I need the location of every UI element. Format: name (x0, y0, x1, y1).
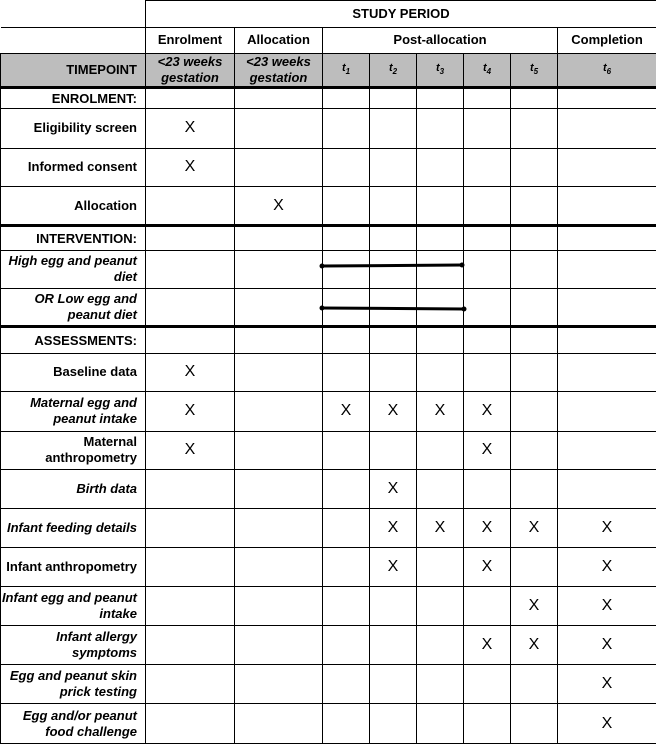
schedule-cell (511, 353, 558, 391)
x-mark: X (481, 519, 493, 537)
empty-cell (558, 87, 656, 108)
schedule-cell (235, 625, 323, 664)
x-mark: X (601, 635, 613, 653)
row-infant-egg-and-peanut-intake (1, 587, 656, 625)
row-label: Infant egg and peanut intake (1, 587, 146, 625)
empty-cell (464, 327, 511, 353)
schedule-cell (464, 353, 511, 391)
schedule-cell (146, 289, 235, 327)
schedule-cell (235, 704, 323, 744)
x-mark: X (273, 196, 284, 214)
x-mark: X (184, 441, 196, 459)
schedule-cell (511, 625, 558, 664)
schedule-cell (511, 109, 558, 148)
schedule-cell (323, 148, 370, 186)
schedule-cell (464, 587, 511, 625)
row-infant-feeding-details (1, 509, 656, 547)
row-label: Baseline data (1, 353, 146, 391)
schedule-cell (417, 353, 464, 391)
schedule-cell (323, 469, 370, 508)
schedule-cell (511, 186, 558, 225)
schedule-cell (511, 289, 558, 327)
row-label: Infant allergy symptoms (1, 625, 146, 664)
schedule-cell (146, 186, 235, 225)
empty-cell (323, 226, 370, 250)
row-high-egg-and-peanut-diet (1, 250, 656, 288)
schedule-cell (146, 109, 235, 148)
row-maternal-anthropometry (1, 431, 656, 469)
x-mark: X (601, 675, 613, 693)
x-mark: X (387, 480, 399, 498)
phase-allocation: Allocation (235, 28, 323, 53)
schedule-cell (146, 704, 235, 744)
x-mark: X (481, 558, 493, 575)
empty-cell (370, 327, 417, 353)
schedule-cell (417, 431, 464, 469)
empty-cell (417, 327, 464, 353)
timepoint-t4: $t_4$ (464, 53, 511, 87)
corner-cell (1, 28, 146, 53)
allocation-timing: <23 weeks gestation (235, 53, 323, 87)
phase-enrolment: Enrolment (146, 28, 235, 53)
schedule-cell (511, 665, 558, 704)
schedule-cell (370, 186, 417, 225)
schedule-cell (464, 431, 511, 469)
x-mark: X (601, 714, 613, 732)
row-baseline-data (1, 353, 656, 391)
empty-cell (558, 226, 656, 250)
row-or-low-egg-and-peanut-diet (1, 289, 656, 327)
timepoint-t3: $t_3$ (417, 53, 464, 87)
schedule-cell (323, 625, 370, 664)
schedule-cell (235, 509, 323, 547)
schedule-cell (511, 431, 558, 469)
corner-cell (1, 1, 146, 28)
x-mark: X (601, 519, 613, 537)
empty-cell (146, 327, 235, 353)
row-label: Maternal egg and peanut intake (1, 392, 146, 431)
empty-cell (417, 226, 464, 250)
row-egg-and-or-peanut-food-challenge (1, 704, 656, 744)
empty-cell (146, 226, 235, 250)
x-mark: X (184, 119, 196, 137)
x-mark: X (387, 402, 399, 420)
row-label: Allocation (1, 186, 146, 225)
row-maternal-egg-and-peanut-intake (1, 392, 656, 431)
schedule-cell (370, 625, 417, 664)
empty-cell (323, 87, 370, 108)
schedule-cell (558, 625, 656, 664)
schedule-cell (464, 469, 511, 508)
x-mark: X (528, 635, 540, 653)
section-title-intervention: INTERVENTION: (1, 226, 146, 250)
schedule-cell (558, 353, 656, 391)
schedule-cell (370, 547, 417, 586)
x-mark: X (481, 635, 493, 653)
schedule-cell (235, 431, 323, 469)
schedule-cell (235, 289, 323, 327)
schedule-cell (417, 109, 464, 148)
schedule-cell (235, 547, 323, 586)
schedule-cell (323, 250, 370, 288)
schedule-cell (323, 289, 370, 327)
schedule-cell (511, 250, 558, 288)
schedule-cell (370, 250, 417, 288)
schedule-cell (146, 148, 235, 186)
schedule-cell (417, 625, 464, 664)
schedule-cell (146, 625, 235, 664)
schedule-cell (464, 704, 511, 744)
x-mark: X (184, 158, 196, 176)
empty-cell (235, 87, 323, 108)
schedule-cell (370, 469, 417, 508)
x-mark: X (601, 558, 613, 575)
empty-cell (464, 226, 511, 250)
timepoint-label: TIMEPOINT (1, 53, 146, 87)
x-mark: X (528, 596, 540, 614)
section-title-enrolment: ENROLMENT: (1, 87, 146, 108)
schedule-cell (417, 704, 464, 744)
schedule-cell (558, 186, 656, 225)
schedule-cell (417, 186, 464, 225)
x-mark: X (434, 402, 446, 420)
schedule-cell (511, 392, 558, 431)
schedule-cell (235, 353, 323, 391)
schedule-cell (370, 704, 417, 744)
schedule-cell (323, 587, 370, 625)
row-label: Maternal anthropometry (1, 431, 146, 469)
schedule-cell (323, 665, 370, 704)
header-row-study-period (1, 1, 656, 28)
schedule-cell (511, 587, 558, 625)
schedule-cell (558, 509, 656, 547)
schedule-cell (235, 587, 323, 625)
schedule-cell (464, 625, 511, 664)
row-infant-allergy-symptoms (1, 625, 656, 664)
timepoint-t2: $t_2$ (370, 53, 417, 87)
row-label: Eligibility screen (1, 109, 146, 148)
schedule-cell (323, 109, 370, 148)
schedule-cell (417, 665, 464, 704)
row-label: Birth data (1, 469, 146, 508)
schedule-cell (558, 109, 656, 148)
schedule-cell (146, 587, 235, 625)
schedule-cell (417, 509, 464, 547)
row-allocation (1, 186, 656, 225)
schedule-cell (558, 665, 656, 704)
empty-cell (370, 87, 417, 108)
schedule-cell (464, 109, 511, 148)
schedule-cell (558, 148, 656, 186)
row-egg-and-peanut-skin-prick-testing (1, 665, 656, 704)
schedule-cell (511, 509, 558, 547)
schedule-cell (464, 665, 511, 704)
schedule-cell (146, 547, 235, 586)
schedule-cell (370, 587, 417, 625)
empty-cell (464, 87, 511, 108)
schedule-cell (511, 148, 558, 186)
schedule-cell (558, 704, 656, 744)
row-informed-consent (1, 148, 656, 186)
schedule-cell (417, 148, 464, 186)
empty-cell (511, 87, 558, 108)
empty-cell (511, 226, 558, 250)
row-infant-anthropometry (1, 547, 656, 586)
phase-completion: Completion (558, 28, 656, 53)
schedule-cell (417, 587, 464, 625)
schedule-cell (558, 547, 656, 586)
schedule-cell (323, 547, 370, 586)
x-mark: X (387, 519, 399, 537)
schedule-cell (370, 392, 417, 431)
empty-cell (323, 327, 370, 353)
schedule-cell (370, 148, 417, 186)
x-mark: X (601, 596, 613, 614)
row-label: Infant feeding details (1, 509, 146, 547)
schedule-cell (323, 431, 370, 469)
schedule-cell (235, 148, 323, 186)
schedule-cell (464, 392, 511, 431)
schedule-cell (558, 431, 656, 469)
section-intervention (1, 226, 656, 250)
schedule-cell (511, 469, 558, 508)
schedule-cell (146, 353, 235, 391)
row-label: Egg and peanut skin prick testing (1, 665, 146, 704)
empty-cell (235, 327, 323, 353)
schedule-cell (370, 665, 417, 704)
schedule-cell (323, 392, 370, 431)
x-mark: X (481, 402, 493, 420)
schedule-cell (417, 547, 464, 586)
schedule-cell (464, 509, 511, 547)
schedule-cell (146, 509, 235, 547)
schedule-cell (464, 250, 511, 288)
schedule-cell (370, 431, 417, 469)
schedule-cell (558, 469, 656, 508)
header-row-phases (1, 28, 656, 53)
schedule-cell (370, 509, 417, 547)
schedule-cell (464, 547, 511, 586)
x-mark: X (387, 558, 399, 575)
schedule-cell (235, 469, 323, 508)
schedule-cell (323, 186, 370, 225)
header-row-timepoints (1, 53, 656, 87)
timepoint-t5: $t_5$ (511, 53, 558, 87)
timepoint-t1: $t_1$ (323, 53, 370, 87)
enrolment-timing: <23 weeks gestation (146, 53, 235, 87)
x-mark: X (434, 519, 446, 537)
row-label: Infant anthropometry (1, 547, 146, 586)
row-birth-data (1, 469, 656, 508)
schedule-cell (511, 704, 558, 744)
empty-cell (370, 226, 417, 250)
schedule-cell (235, 250, 323, 288)
study-period-heading: STUDY PERIOD (146, 1, 656, 28)
schedule-cell (511, 547, 558, 586)
schedule-cell (558, 289, 656, 327)
x-mark: X (184, 363, 196, 381)
section-title-assessments: ASSESSMENTS: (1, 327, 146, 353)
schedule-cell (464, 148, 511, 186)
empty-cell (235, 226, 323, 250)
phase-post-allocation: Post-allocation (323, 28, 558, 53)
schedule-cell (370, 289, 417, 327)
timepoint-t6: $t_6$ (558, 53, 656, 87)
schedule-cell (417, 469, 464, 508)
x-mark: X (340, 402, 352, 420)
x-mark: X (528, 519, 540, 537)
schedule-cell (146, 392, 235, 431)
schedule-cell (323, 353, 370, 391)
empty-cell (558, 327, 656, 353)
schedule-cell (464, 186, 511, 225)
row-label: High egg and peanut diet (1, 250, 146, 288)
schedule-cell (323, 704, 370, 744)
schedule-cell (146, 665, 235, 704)
row-label: OR Low egg and peanut diet (1, 289, 146, 327)
schedule-cell (417, 289, 464, 327)
schedule-cell (146, 250, 235, 288)
schedule-cell (417, 392, 464, 431)
schedule-cell (235, 392, 323, 431)
schedule-cell (146, 469, 235, 508)
schedule-cell (323, 509, 370, 547)
empty-cell (511, 327, 558, 353)
schedule-cell (370, 109, 417, 148)
empty-cell (417, 87, 464, 108)
section-enrolment (1, 87, 656, 108)
schedule-cell (464, 289, 511, 327)
row-label: Egg and/or peanut food challenge (1, 704, 146, 744)
row-label: Informed consent (1, 148, 146, 186)
schedule-cell (235, 186, 323, 225)
x-mark: X (481, 441, 493, 459)
schedule-cell (558, 392, 656, 431)
schedule-cell (370, 353, 417, 391)
empty-cell (146, 87, 235, 108)
schedule-cell (417, 250, 464, 288)
schedule-cell (235, 109, 323, 148)
schedule-cell (558, 587, 656, 625)
schedule-cell (235, 665, 323, 704)
section-assessments (1, 327, 656, 353)
row-eligibility-screen (1, 109, 656, 148)
schedule-cell (558, 250, 656, 288)
x-mark: X (184, 402, 196, 420)
schedule-cell (146, 431, 235, 469)
